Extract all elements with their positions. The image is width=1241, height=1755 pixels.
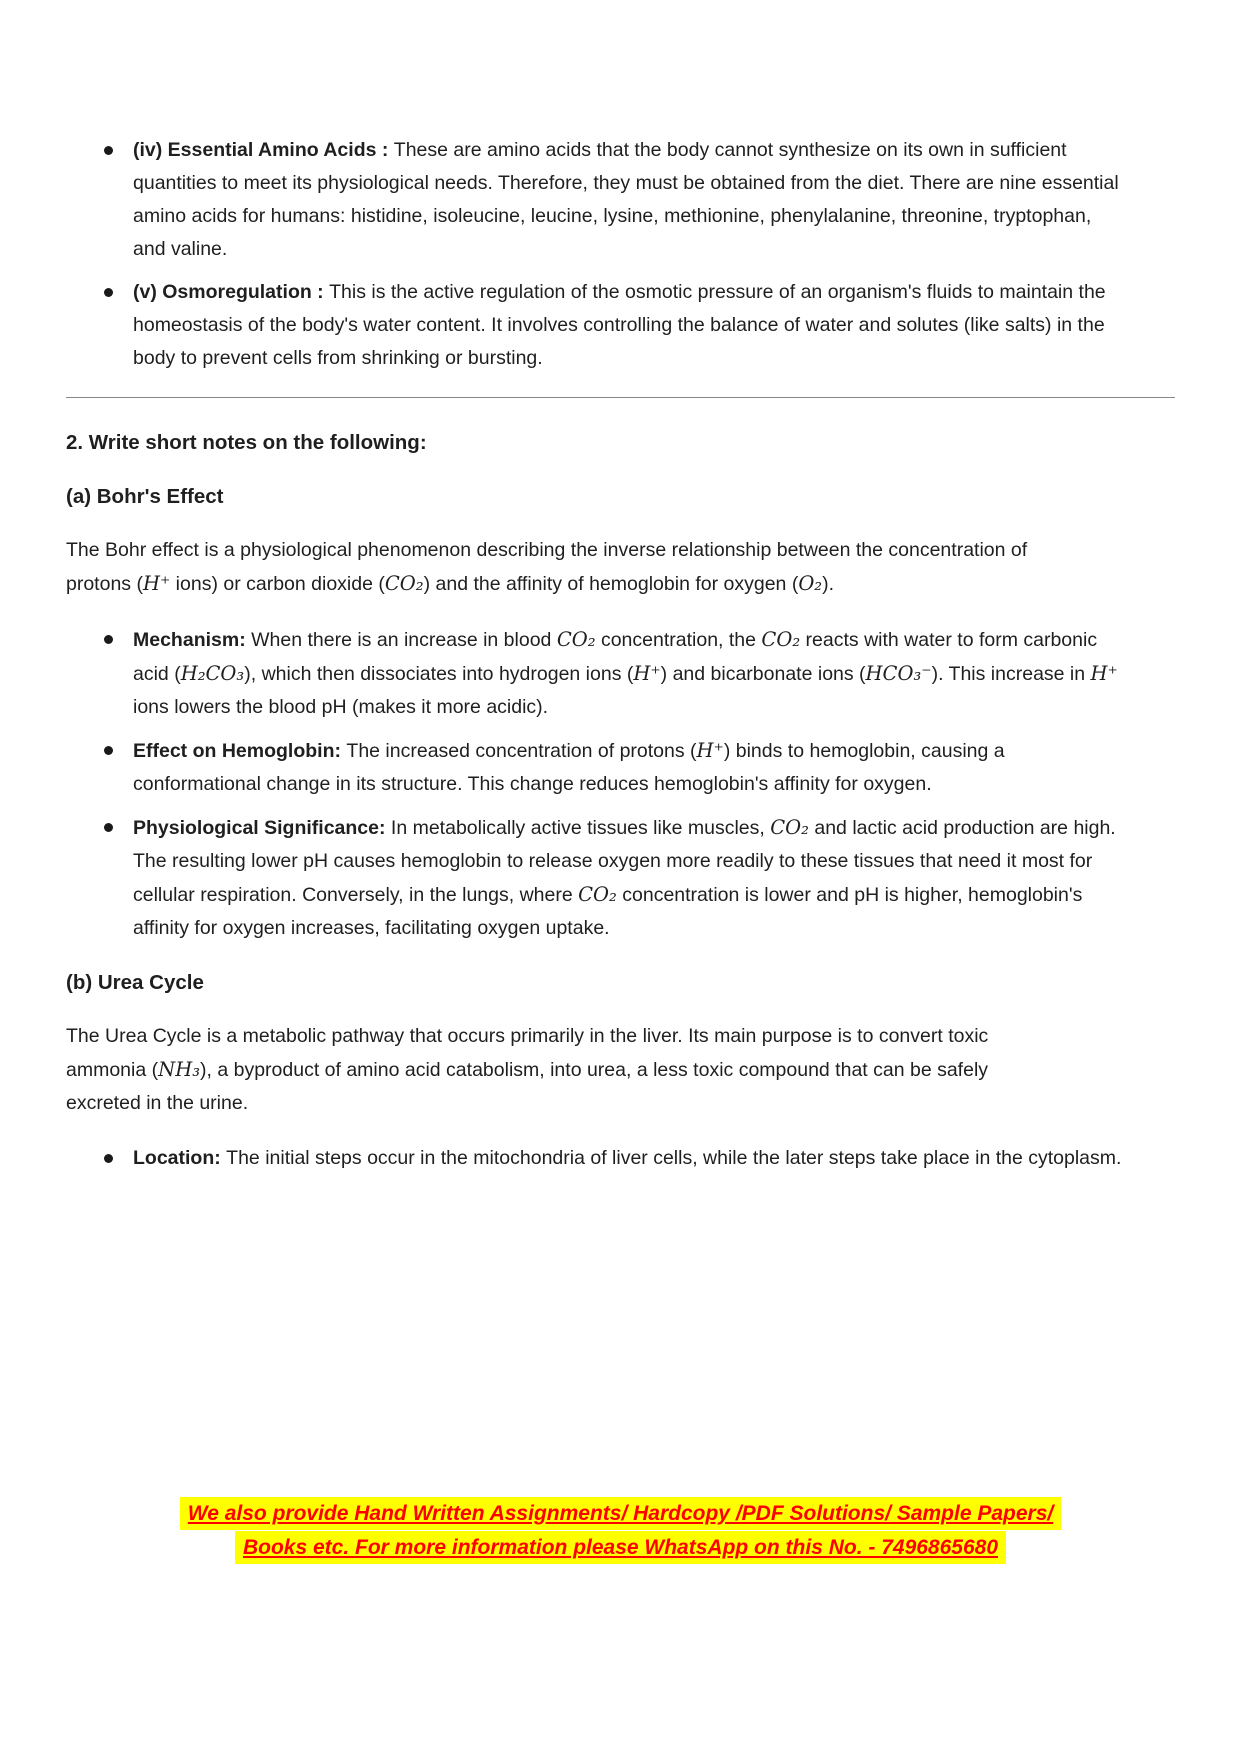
section-divider <box>66 397 1175 398</box>
mechanism-item: Mechanism: When there is an increase in blood CO₂ concentration, the CO₂ reacts with water to form carbonic acid (H₂CO₃), which then dissociates into hydrogen ions (H⁺) and bicarbonate ions (HCO₃⁻). This increase in H⁺ ions lowers the blood pH (makes it more acidic). <box>66 623 1123 724</box>
bohr-effect-intro: The Bohr effect is a physiological phenomenon describing the inverse relationship between the concentration of protons (H⁺ ions) or carbon dioxide (CO₂) and the affinity of hemoglobin for oxygen (O₂). <box>66 539 1028 595</box>
bohr-effect-subheading: (a) Bohr's Effect <box>66 485 224 508</box>
bohr-effect-list <box>66 623 1175 945</box>
promo-footer <box>0 1497 1241 1565</box>
question-2-heading: 2. Write short notes on the following: <box>66 431 427 454</box>
urea-cycle-intro: The Urea Cycle is a metabolic pathway that occurs primarily in the liver. Its main purpose is to convert toxic ammonia (NH₃), a byproduct of amino acid catabolism, into urea, a less toxic compound that can be safely excreted in the urine. <box>66 1025 989 1114</box>
amino-definitions-list <box>66 134 1175 375</box>
promo-line-2: Books etc. For more information please WhatsApp on this No. - 7496865680 <box>235 1531 1006 1564</box>
effect-on-hemoglobin-item: Effect on Hemoglobin: The increased concentration of protons (H⁺) binds to hemoglobin, causing a conformational change in its structure. This change reduces hemoglobin's affinity for oxygen. <box>66 734 1123 801</box>
urea-cycle-list <box>66 1142 1175 1175</box>
urea-cycle-subheading: (b) Urea Cycle <box>66 971 204 994</box>
location-item: Location: The initial steps occur in the mitochondria of liver cells, while the later steps take place in the cytoplasm. <box>66 1142 1123 1175</box>
osmoregulation-item: (v) Osmoregulation : This is the active regulation of the osmotic pressure of an organism's fluids to maintain the homeostasis of the body's water content. It involves controlling the balance of water and solutes (like salts) in the body to prevent cells from shrinking or bursting. <box>66 276 1123 375</box>
physiological-significance-item: Physiological Significance: In metabolically active tissues like muscles, CO₂ and lactic acid production are high. The resulting lower pH causes hemoglobin to release oxygen more readily to these tissues that need it most for cellular respiration. Conversely, in the lungs, where CO₂ concentration is lower and pH is higher, hemoglobin's affinity for oxygen increases, facilitating oxygen uptake. <box>66 811 1123 945</box>
promo-line-1: We also provide Hand Written Assignments/ Hardcopy /PDF Solutions/ Sample Papers/ <box>180 1497 1061 1530</box>
essential-amino-acids-item: (iv) Essential Amino Acids : These are amino acids that the body cannot synthesize on its own in sufficient quantities to meet its physiological needs. Therefore, they must be obtained from the diet. There are nine essential amino acids for humans: histidine, isoleucine, leucine, lysine, methionine, phenylalanine, threonine, tryptophan, and valine. <box>66 134 1123 266</box>
